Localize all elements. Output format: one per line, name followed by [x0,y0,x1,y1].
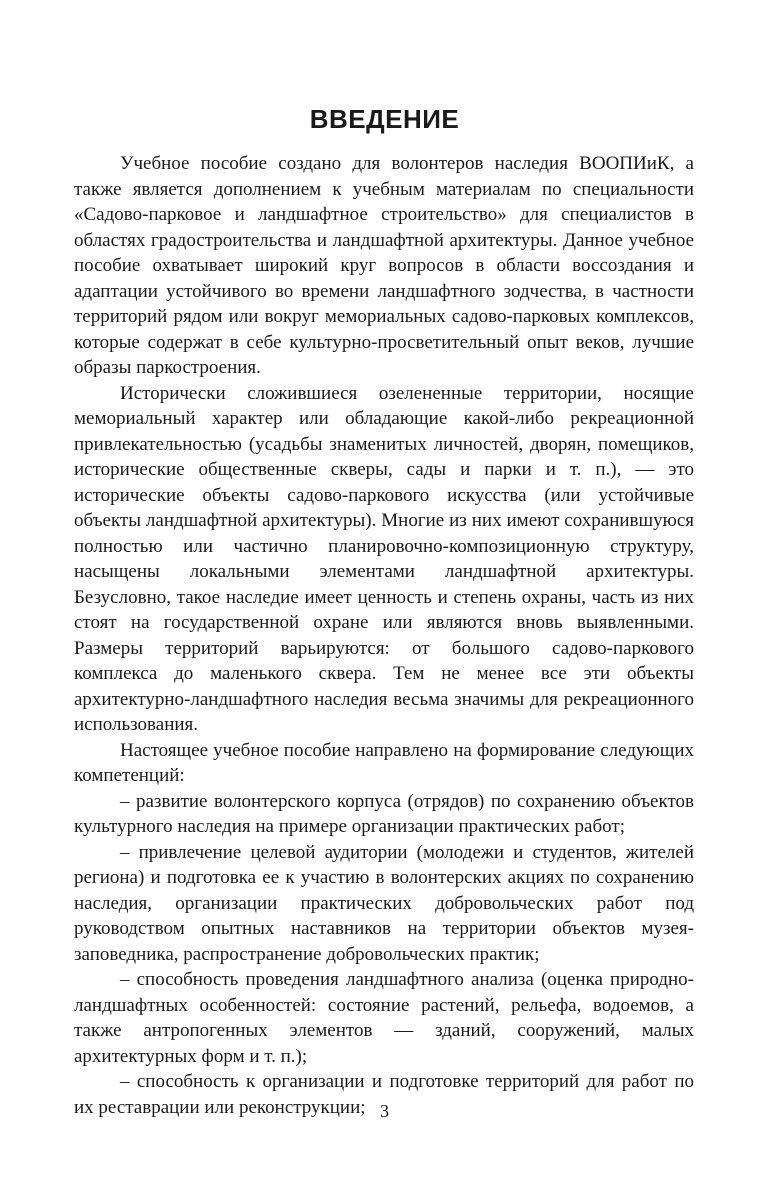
paragraph-history: Исторически сложившиеся озелененные территории, носящие мемориальный характер или обладающие какой-либо рекреационной привлекательностью (усадьбы знаменитых личностей, дворян, помещиков, исторические общественные скверы, сады и парки и т. п.), — это исторические объекты садово-паркового искусства (или устойчивые объекты ландшафтной архитектуры). Многие из них имеют сохранившуюся полностью или частично планировочно-композиционную структуру, насыщены локальными элементами ландшафтной архитектуры. Безусловно, такое наследие имеет ценность и степень охраны, часть из них стоят на государственной охране или являются вновь выявленными. Размеры территорий варьируются: от большого садово-паркового комплекса до маленького сквера. Тем не менее все эти объекты архитектурно-ландшафтного наследия весьма значимы для рекреационного использования. [74,382,694,735]
paragraph-competencies-lead: Настоящее учебное пособие направлено на формирование следующих компетенций: [74,739,694,786]
list-item-landscape-analysis: – способность проведения ландшафтного анализа (оценка природно-ландшафтных особенностей: состояние растений, рельефа, водоемов, а также антропогенных элементов — зданий, сооружений, малых архитектурных форм и т. п.); [74,969,694,1067]
list-item-volunteer-corps: – развитие волонтерского корпуса (отрядов) по сохранению объектов культурного наследия на примере организации практических работ; [74,790,694,837]
chapter-heading: ВВЕДЕНИЕ [309,104,460,134]
page-number: 3 [380,1101,389,1121]
paragraph-intro: Учебное пособие создано для волонтеров наследия ВООПИиК, а также является дополнением к учебным материалам по специальности «Садово-парковое и ландшафтное строительство» для специалистов в областях градостроительства и ландшафтной архитектуры. Данное учебное пособие охватывает широкий круг вопросов в области воссоздания и адаптации устойчивого во времени ландшафтного зодчества, в частности территорий рядом или вокруг мемориальных садово-парковых комплексов, которые содержат в себе культурно-просветительный опыт веков, лучшие образы паркостроения. [74,153,694,378]
page-body [74,151,694,1120]
list-item-territory-preparation: – способность к организации и подготовке территорий для работ по их реставрации или реконструкции; [74,1071,694,1118]
list-item-audience: – привлечение целевой аудитории (молодежи и студентов, жителей региона) и подготовка ее к участию в волонтерских акциях по сохранению наследия, организации практических добровольческих работ под руководством опытных наставников на территории объектов музея-заповедника, распространение добровольческих практик; [74,841,694,965]
